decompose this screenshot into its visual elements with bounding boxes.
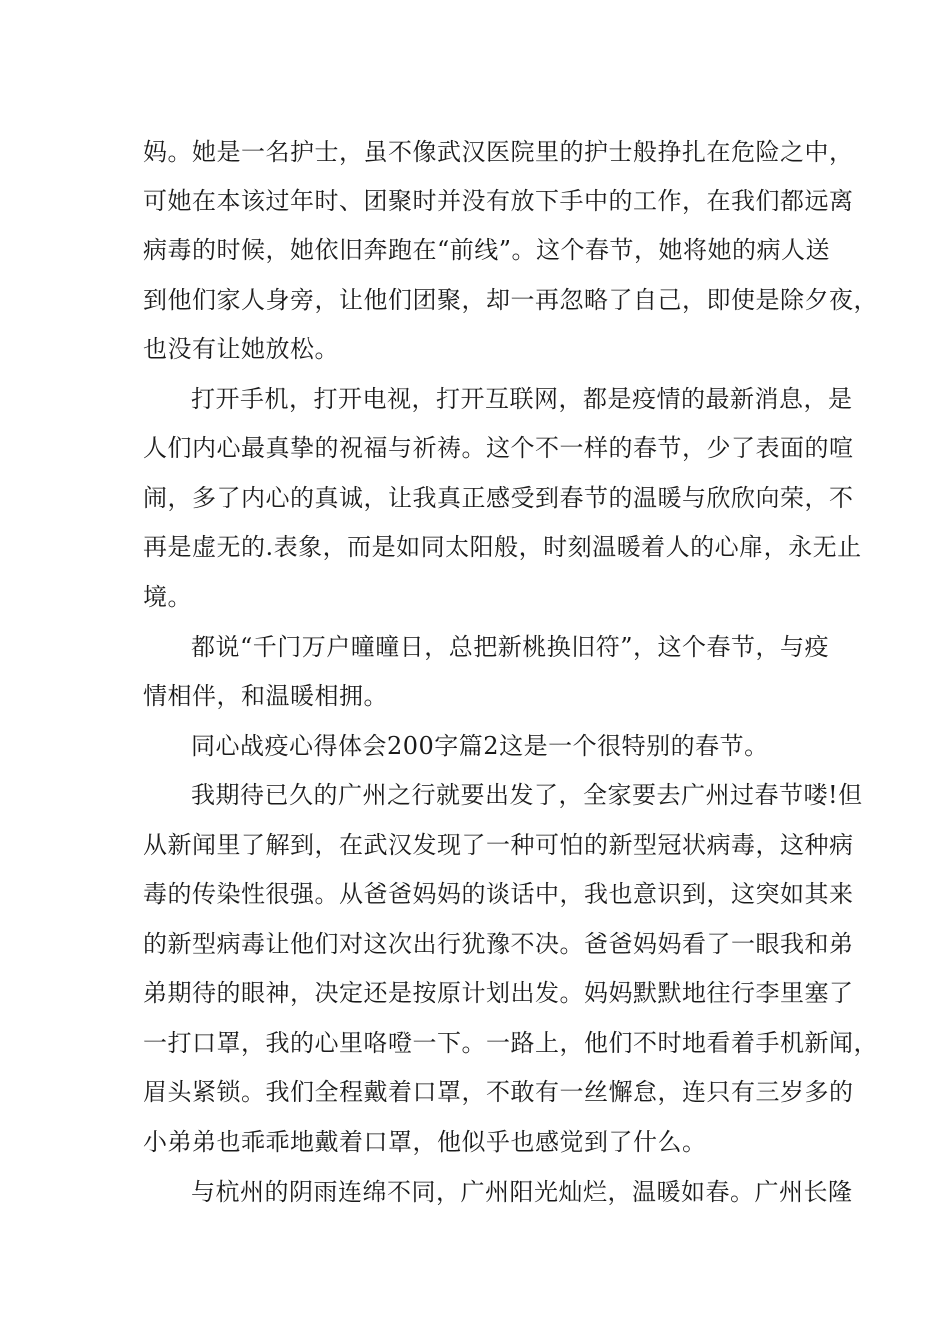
text-line-11: 都说“千门万户曈曈日，总把新桃换旧符”，这个春节，与疫	[191, 633, 830, 661]
text-line-16: 毒的传染性很强。从爸爸妈妈的谈话中，我也意识到，这突如其来	[143, 880, 854, 908]
text-line-12: 情相伴，和温暖相拥。	[143, 682, 388, 710]
text-line-13: 同心战疫心得体会200字篇2这是一个很特别的春节。	[191, 732, 769, 760]
text-line-17: 的新型病毒让他们对这次出行犹豫不决。爸爸妈妈看了一眼我和弟	[143, 930, 854, 958]
text-line-20: 眉头紧锁。我们全程戴着口罩，不敢有一丝懈怠，连只有三岁多的	[143, 1078, 854, 1106]
text-line-8: 闹，多了内心的真诚，让我真正感受到春节的温暖与欣欣向荣，不	[143, 484, 854, 512]
text-line-10: 境。	[143, 583, 192, 611]
text-line-7: 人们内心最真挚的祝福与祈祷。这个不一样的春节，少了表面的喧	[143, 434, 854, 462]
text-line-21: 小弟弟也乖乖地戴着口罩，他似乎也感觉到了什么。	[143, 1128, 707, 1156]
text-line-18: 弟期待的眼神，决定还是按原计划出发。妈妈默默地往行李里塞了	[143, 979, 854, 1007]
text-line-22: 与杭州的阴雨连绵不同，广州阳光灿烂，温暖如春。广州长隆	[191, 1178, 853, 1206]
text-line-14: 我期待已久的广州之行就要出发了，全家要去广州过春节喽!但	[191, 781, 863, 809]
text-line-4: 到他们家人身旁，让他们团聚，却一再忽略了自己，即使是除夕夜，	[143, 286, 878, 314]
text-line-15: 从新闻里了解到，在武汉发现了一种可怕的新型冠状病毒，这种病	[143, 831, 854, 859]
text-line-5: 也没有让她放松。	[143, 335, 339, 363]
text-line-6: 打开手机，打开电视，打开互联网，都是疫情的最新消息，是	[191, 385, 853, 413]
text-line-3: 病毒的时候，她依旧奔跑在“前线”。这个春节，她将她的病人送	[143, 236, 831, 264]
text-line-1: 妈。她是一名护士，虽不像武汉医院里的护士般挣扎在危险之中，	[143, 138, 854, 166]
text-line-2: 可她在本该过年时、团聚时并没有放下手中的工作，在我们都远离	[143, 187, 854, 215]
text-line-9: 再是虚无的.表象，而是如同太阳般，时刻温暖着人的心扉，永无止	[143, 533, 862, 561]
text-line-19: 一打口罩，我的心里咯噔一下。一路上，他们不时地看着手机新闻，	[143, 1029, 878, 1057]
